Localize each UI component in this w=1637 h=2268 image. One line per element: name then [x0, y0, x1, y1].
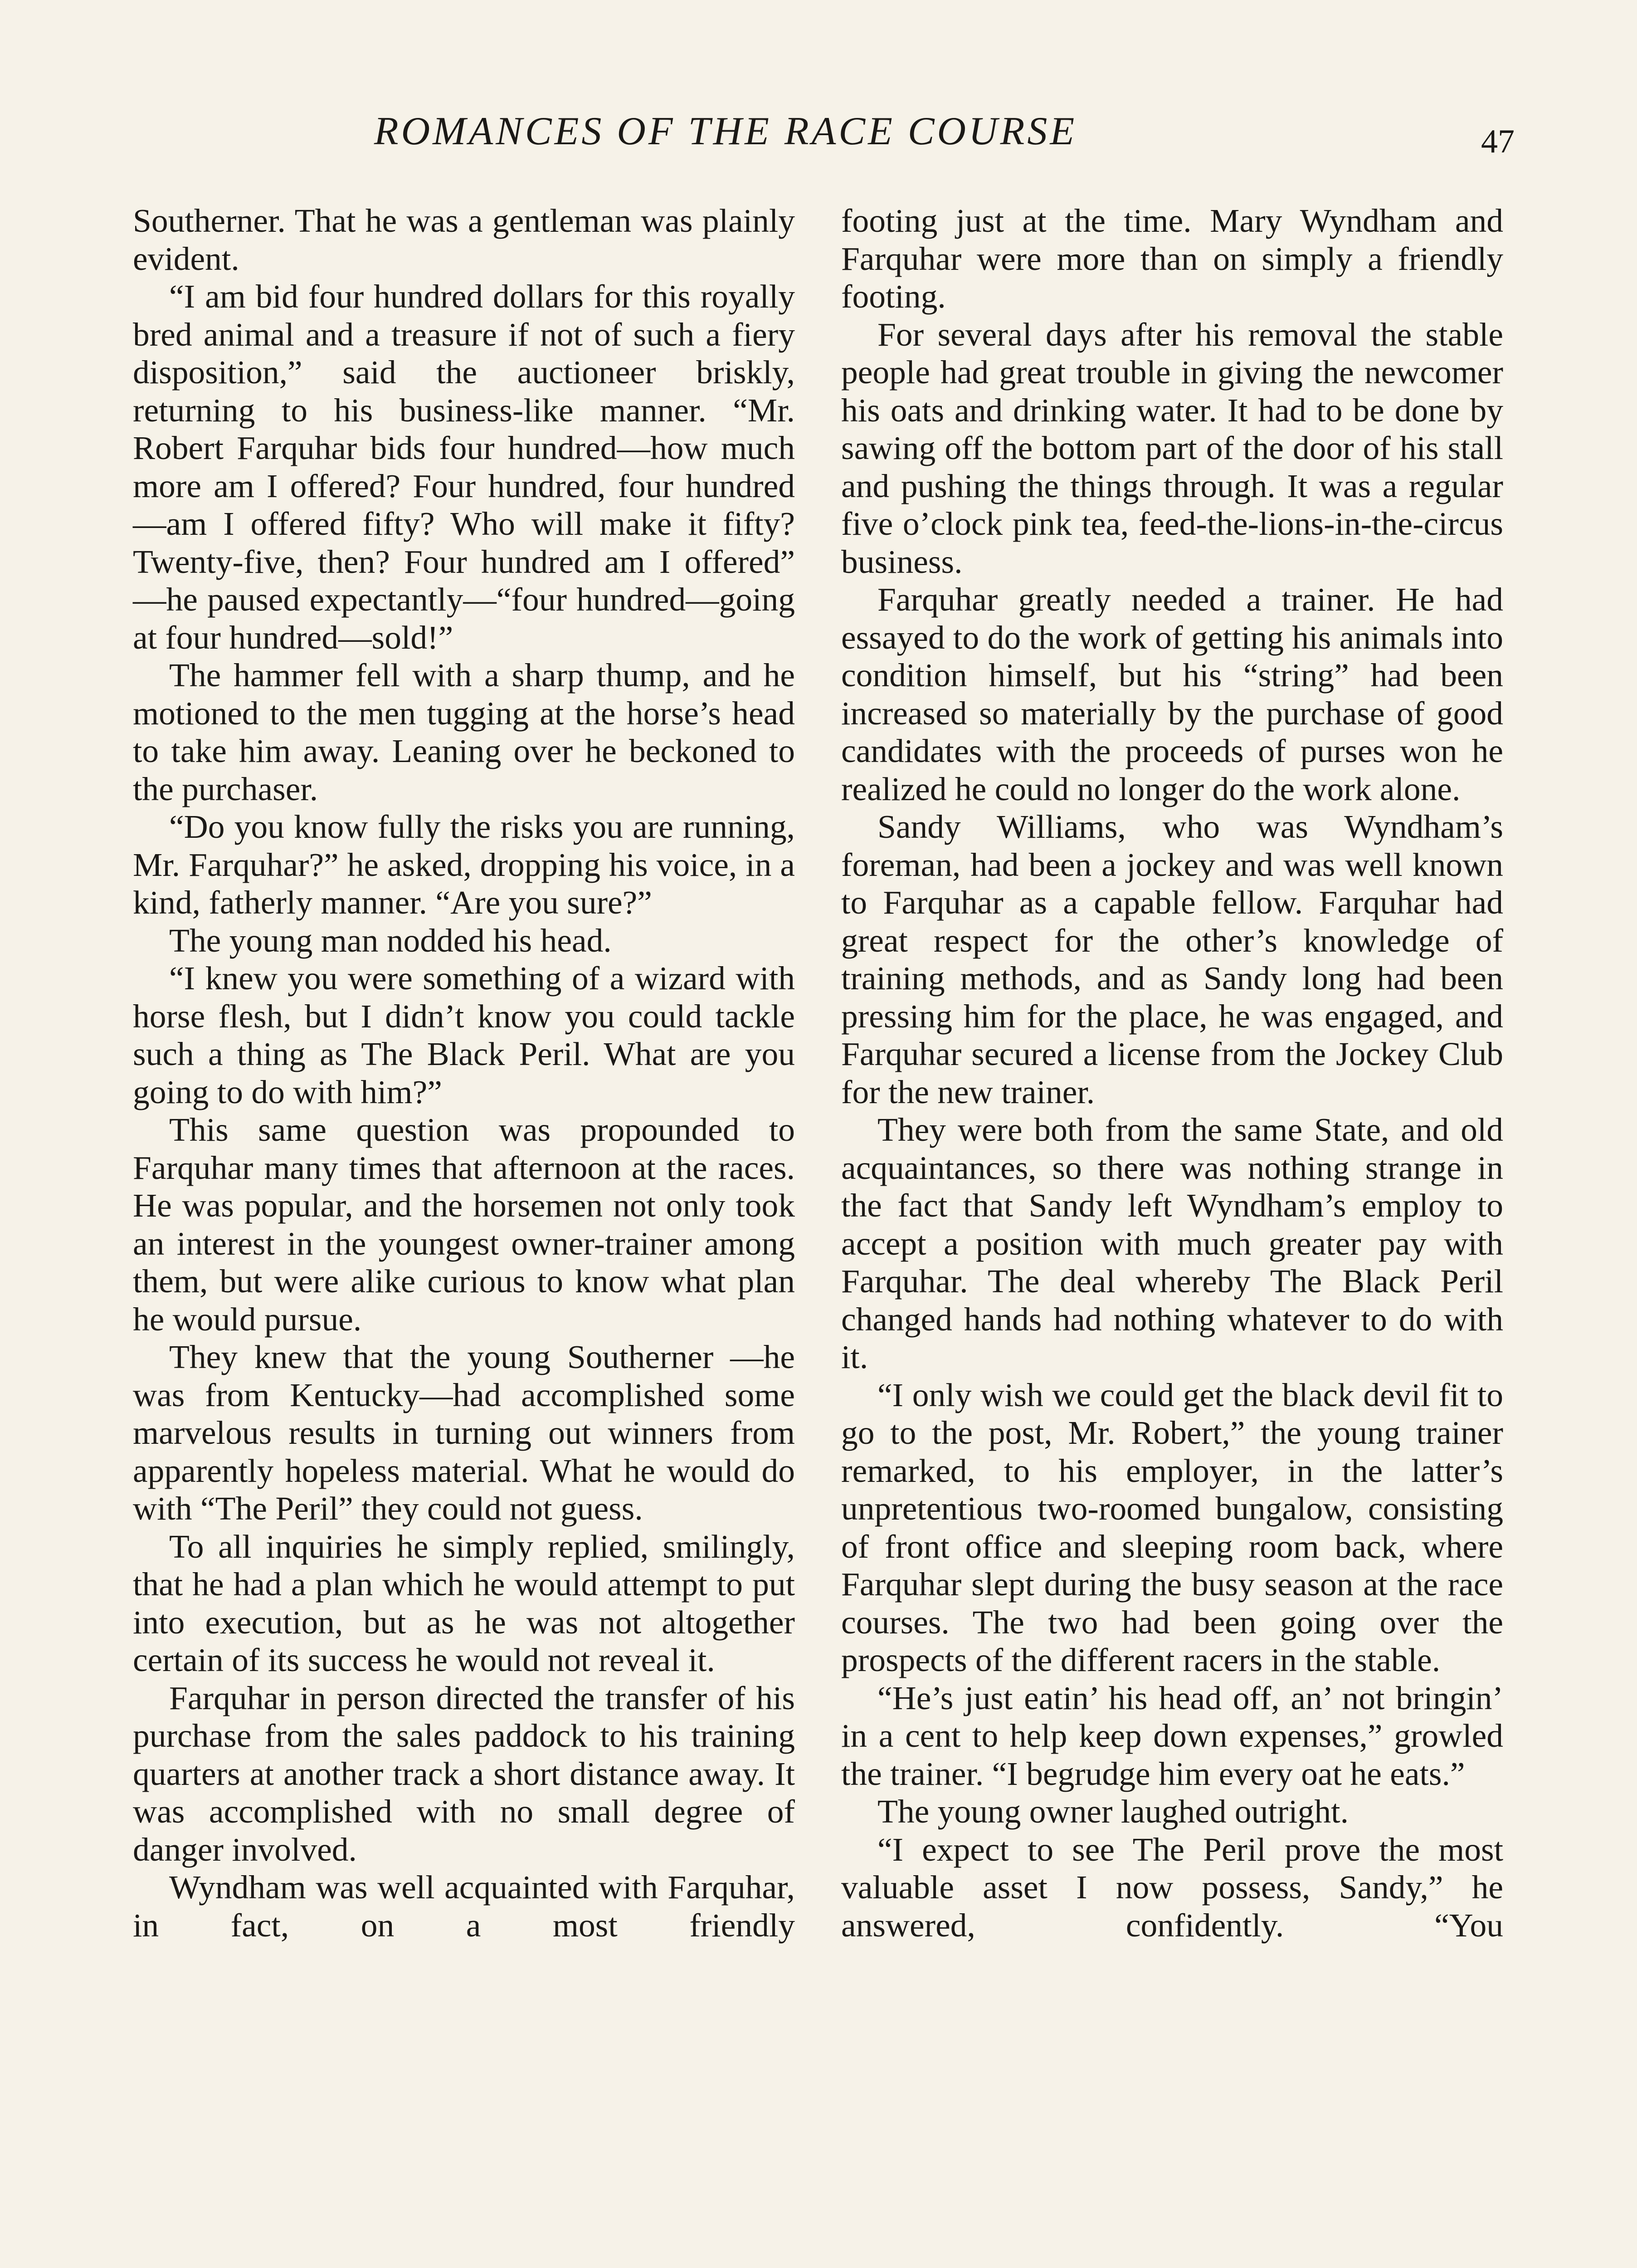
paragraph: Farquhar in person directed the transfer of his purchase from the sales paddock to his training quarters at another track a short distance away. It was accomplished with no small degree of danger involved. [133, 1679, 795, 1868]
paragraph: To all inquiries he simply replied, smilingly, that he had a plan which he would attempt to put into execution, but as he was not altogether certain of its success he would not reveal it. [133, 1528, 795, 1678]
paragraph: The young owner laughed outright. [877, 1793, 1349, 1830]
paragraph: Southerner. That he was a gentleman was plainly evident. [133, 202, 795, 277]
paragraph: “Do you know fully the risks you are running, Mr. Farquhar?” he asked, dropping his voice, in a kind, fatherly manner. “Are you sure?” [133, 808, 795, 921]
running-title: ROMANCES OF THE RACE COURSE [374, 109, 1077, 153]
paragraph: The young man nodded his head. [169, 922, 612, 959]
paragraph: Farquhar greatly needed a trainer. He had essayed to do the work of getting his animals into condition himself, but his “string” had been increased so materially by the purchase of good candidates with the proceeds of purses won he realized he could no longer do the work alone. [841, 581, 1503, 807]
paragraph: This same question was propounded to Farquhar many times that afternoon at the races. He was popular, and the horsemen not only took an interest in the youngest owner-trainer among them, but were alike curious to know what plan he would pursue. [133, 1111, 795, 1338]
paragraph: “He’s just eatin’ his head off, an’ not bringin’ in a cent to help keep down expenses,” growled the trainer. “I begrudge him every oat he eats.” [841, 1679, 1503, 1792]
paragraph: They knew that the young Southerner —he was from Kentucky—had accomplished some marvelous results in turning out winners from apparently hopeless material. What he would do with “The Peril” they could not guess. [133, 1339, 795, 1527]
paragraph: Sandy Williams, who was Wyndham’s foreman, had been a jockey and was well known to Farquhar as a capable fellow. Farquhar had great respect for the other’s knowledge of training methods, and as Sandy long had been pressing him for the place, he was engaged, and Farquhar secured a license from the Jockey Club for the new trainer. [841, 808, 1503, 1110]
paragraph: “I only wish we could get the black devil fit to go to the post, Mr. Robert,” the young trainer remarked, to his employer, in the latter’s unpretentious two-roomed bungalow, consisting of front office and sleeping room back, where Farquhar slept during the busy season at the race courses. The two had been going over the prospects of the different racers in the stable. [841, 1376, 1503, 1678]
paragraph: They were both from the same State, and old acquaintances, so there was nothing strange in the fact that Sandy left Wyndham’s employ to accept a position with much greater pay with Farquhar. The deal whereby The Black Peril changed hands had nothing whatever to do with it. [841, 1111, 1503, 1375]
paragraph: The hammer fell with a sharp thump, and he motioned to the men tugging at the horse’s head to take him away. Leaning over he beckoned to the purchaser. [133, 657, 795, 807]
page-number: 47 [1481, 123, 1515, 160]
paragraph: For several days after his removal the stable people had great trouble in giving the newcomer his oats and drinking water. It had to be done by sawing off the bottom part of the door of his stall and pushing the things through. It was a regular five o’clock pink tea, feed-the-lions-in-the-circus business. [841, 316, 1503, 580]
paragraph: “I expect to see The Peril prove the most valuable asset I now possess, Sandy,” he answered, confidently. “You [841, 1831, 1503, 1944]
paragraph: “I knew you were something of a wizard with horse flesh, but I didn’t know you could tackle such a thing as The Black Peril. What are you going to do with him?” [133, 960, 795, 1110]
left-column [133, 202, 795, 1944]
paragraph: footing just at the time. Mary Wyndham and Farquhar were more than on simply a friendly footing. [841, 202, 1503, 315]
paragraph: “I am bid four hundred dollars for this royally bred animal and a treasure if not of such a fiery disposition,” said the auctioneer briskly, returning to his business-like manner. “Mr. Robert Farquhar bids four hundred—how much more am I offered? Four hundred, four hundred—am I offered fifty? Who will make it fifty? Twenty-five, then? Four hundred am I offered” —he paused expectantly—“four hundred—going at four hundred—sold!” [133, 278, 795, 656]
right-column [841, 202, 1503, 1944]
paragraph: Wyndham was well acquainted with Farquhar, in fact, on a most friendly [133, 1869, 795, 1944]
